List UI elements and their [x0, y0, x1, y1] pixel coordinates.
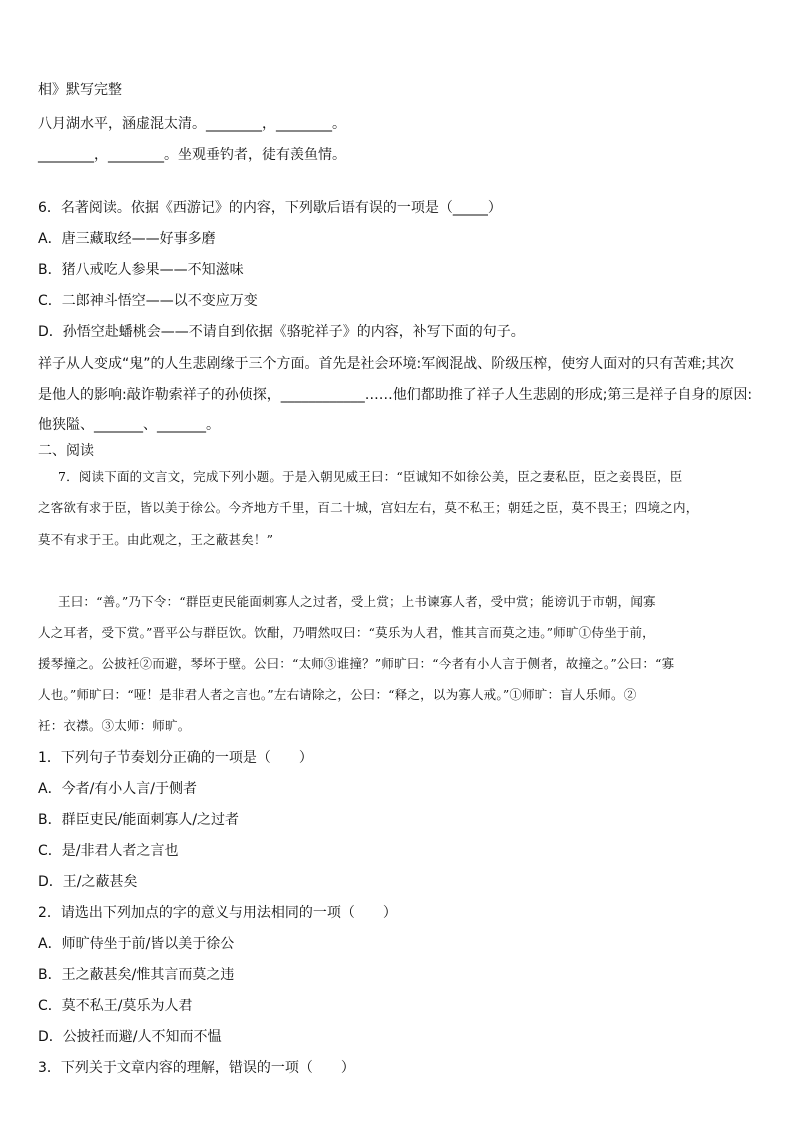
passage-line: 之客欲有求于臣，皆以美于徐公。今齐地方千里，百二十城，宫妇左右，莫不私王；朝廷之臣，莫不畏王；四境之内， [38, 500, 699, 515]
sub-question-2-option-d: D．公披衽而避/人不知而不愠 [38, 1029, 222, 1045]
sub-question-1-option-d: D．王/之蔽甚矣 [38, 874, 138, 890]
sub-question-2-stem: 2．请选出下列加点的字的意义与用法相同的一项（ ） [38, 905, 397, 921]
section-heading: 二、阅读 [38, 443, 94, 459]
question-6-option-b: B．猪八戒吃人参果——不知滋味 [38, 262, 244, 278]
passage-line: 7．阅读下面的文言文，完成下列小题。于是入朝见威王曰：“臣诚知不如徐公美，臣之妻私臣，臣之妾畏臣，臣 [58, 469, 683, 484]
passage-line: 援琴撞之。公披衽②而避，琴坏于壁。公曰：“太师③谁撞？”师旷曰：“今者有小人言于侧者，故撞之。”公曰：“寡 [38, 656, 675, 671]
sub-question-1-option-a: A．今者/有小人言/于侧者 [38, 781, 198, 797]
sub-question-2-option-a: A．师旷侍坐于前/皆以美于徐公 [38, 936, 235, 952]
sub-question-3-stem: 3．下列关于文章内容的理解，错误的一项（ ） [38, 1060, 355, 1076]
sub-question-1-option-b: B．群臣吏民/能面刺寡人/之过者 [38, 812, 240, 828]
sub-question-1-option-c: C．是/非君人者之言也 [38, 843, 179, 859]
paragraph-line: 是他人的影响:敲诈勒索祥子的孙侦探，____________……他们都助推了祥子人生悲剧的形成;第三是祥子自身的原因: [38, 387, 753, 403]
poem-fill-line: ________，________。坐观垂钓者，徒有羡鱼情。 [38, 147, 346, 163]
question-6-option-c: C．二郎神斗悟空——以不变应万变 [38, 293, 258, 309]
passage-line: 衽：衣襟。③太师：师旷。 [38, 718, 191, 733]
passage-line: 人也。”师旷曰：“哑！是非君人者之言也。”左右请除之，公曰：“释之，以为寡人戒。”①师旷：盲人乐师。② [38, 687, 637, 702]
question-6-option-d: D．孙悟空赴蟠桃会——不请自到依据《骆驼祥子》的内容，补写下面的句子。 [38, 324, 525, 340]
sub-question-2-option-b: B．王之蔽甚矣/惟其言而莫之违 [38, 967, 235, 983]
passage-line: 人之耳者，受下赏。”晋平公与群臣饮。饮酣，乃喟然叹曰：“莫乐为人君，惟其言而莫之违。”师旷①侍坐于前， [38, 625, 655, 640]
passage-line: 王曰：“善。”乃下令：“群臣吏民能面刺寡人之过者，受上赏；上书谏寡人者，受中赏；能谤讥于市朝，闻寡 [58, 594, 656, 609]
question-6-option-a: A．唐三藏取经——好事多磨 [38, 231, 216, 247]
passage-line: 莫不有求于王。由此观之，王之蔽甚矣！” [38, 532, 274, 547]
paragraph-line: 他狭隘、_______、_______。 [38, 417, 220, 433]
paragraph-line: 祥子从人变成“鬼”的人生悲剧缘于三个方面。首先是社会环境:军阀混战、阶级压榨，使穷人面对的只有苦难;其次 [38, 356, 734, 372]
sub-question-2-option-c: C．莫不私王/莫乐为人君 [38, 998, 193, 1014]
question-6-stem: 6．名著阅读。依据《西游记》的内容，下列歇后语有误的一项是（_____） [38, 200, 502, 216]
text-line: 相》默写完整 [38, 82, 122, 98]
poem-fill-line: 八月湖水平，涵虚混太清。________，________。 [38, 116, 346, 132]
sub-question-1-stem: 1．下列句子节奏划分正确的一项是（ ） [38, 750, 313, 766]
